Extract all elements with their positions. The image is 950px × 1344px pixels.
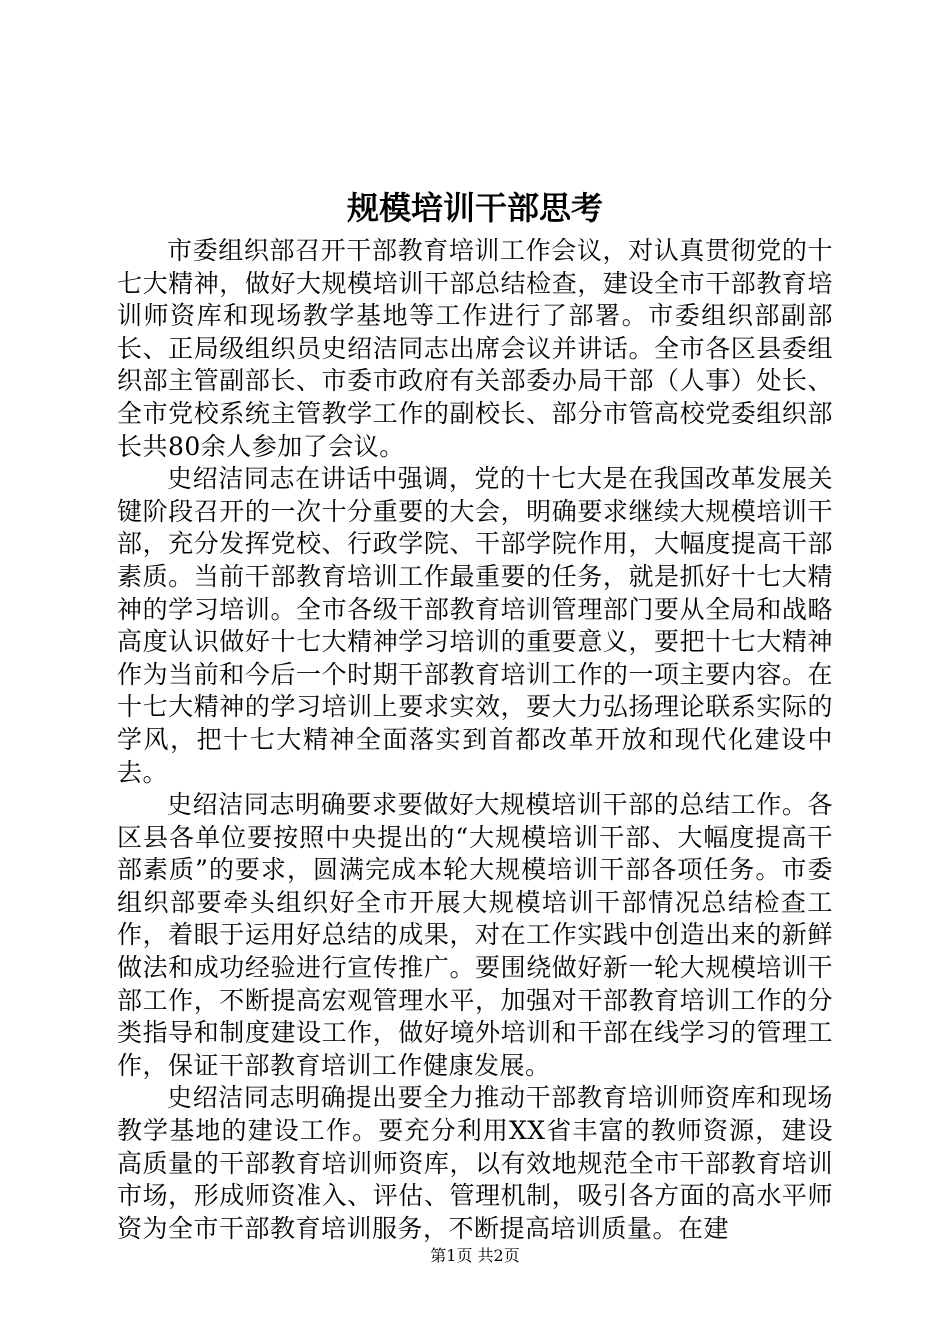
paragraph-1: 市委组织部召开干部教育培训工作会议，对认真贯彻党的十七大精神，做好大规模培训干部总结检查，建设全市干部教育培训师资库和现场教学基地等工作进行了部署。市委组织部副部长、正局级组织员史绍洁同志出席会议并讲话。全市各区县委组织部主管副部长、市委市政府有关部委办局干部（人事）处长、全市党校系统主管教学工作的副校长、部分市管高校党委组织部长共80余人参加了会议。 [117,236,833,461]
paragraph-2: 史绍洁同志在讲话中强调，党的十七大是在我国改革发展关键阶段召开的一次十分重要的大会，明确要求继续大规模培训干部，充分发挥党校、行政学院、干部学院作用，大幅度提高干部素质。当前干部教育培训工作最重要的任务，就是抓好十七大精神的学习培训。全市各级干部教育培训管理部门要从全局和战略高度认识做好十七大精神学习培训的重要意义，要把十七大精神作为当前和今后一个时期干部教育培训工作的一项主要内容。在十七大精神的学习培训上要求实效，要大力弘扬理论联系实际的学风，把十七大精神全面落实到首都改革开放和现代化建设中去。 [117,464,833,787]
document-title: 规模培训干部思考 [346,189,603,227]
page-footer: 第1页 共2页 [430,1246,520,1265]
paragraph-3: 史绍洁同志明确要求要做好大规模培训干部的总结工作。各区县各单位要按照中央提出的“大规模培训干部、大幅度提高干部素质”的要求，圆满完成本轮大规模培训干部各项任务。市委组织部要牵头组织好全市开展大规模培训干部情况总结检查工作，着眼于运用好总结的成果，对在工作实践中创造出来的新鲜做法和成功经验进行宣传推广。要围绕做好新一轮大规模培训干部工作，不断提高宏观管理水平，加强对干部教育培训工作的分类指导和制度建设工作，做好境外培训和干部在线学习的管理工作，保证干部教育培训工作健康发展。 [117,790,833,1080]
paragraph-4: 史绍洁同志明确提出要全力推动干部教育培训师资库和现场教学基地的建设工作。要充分利用XX省丰富的教师资源，建设高质量的干部教育培训师资库，以有效地规范全市干部教育培训市场，形成师资准入、评估、管理机制，吸引各方面的高水平师资为全市干部教育培训服务，不断提高培训质量。在建 [117,1083,833,1243]
document-body [117,235,833,1245]
